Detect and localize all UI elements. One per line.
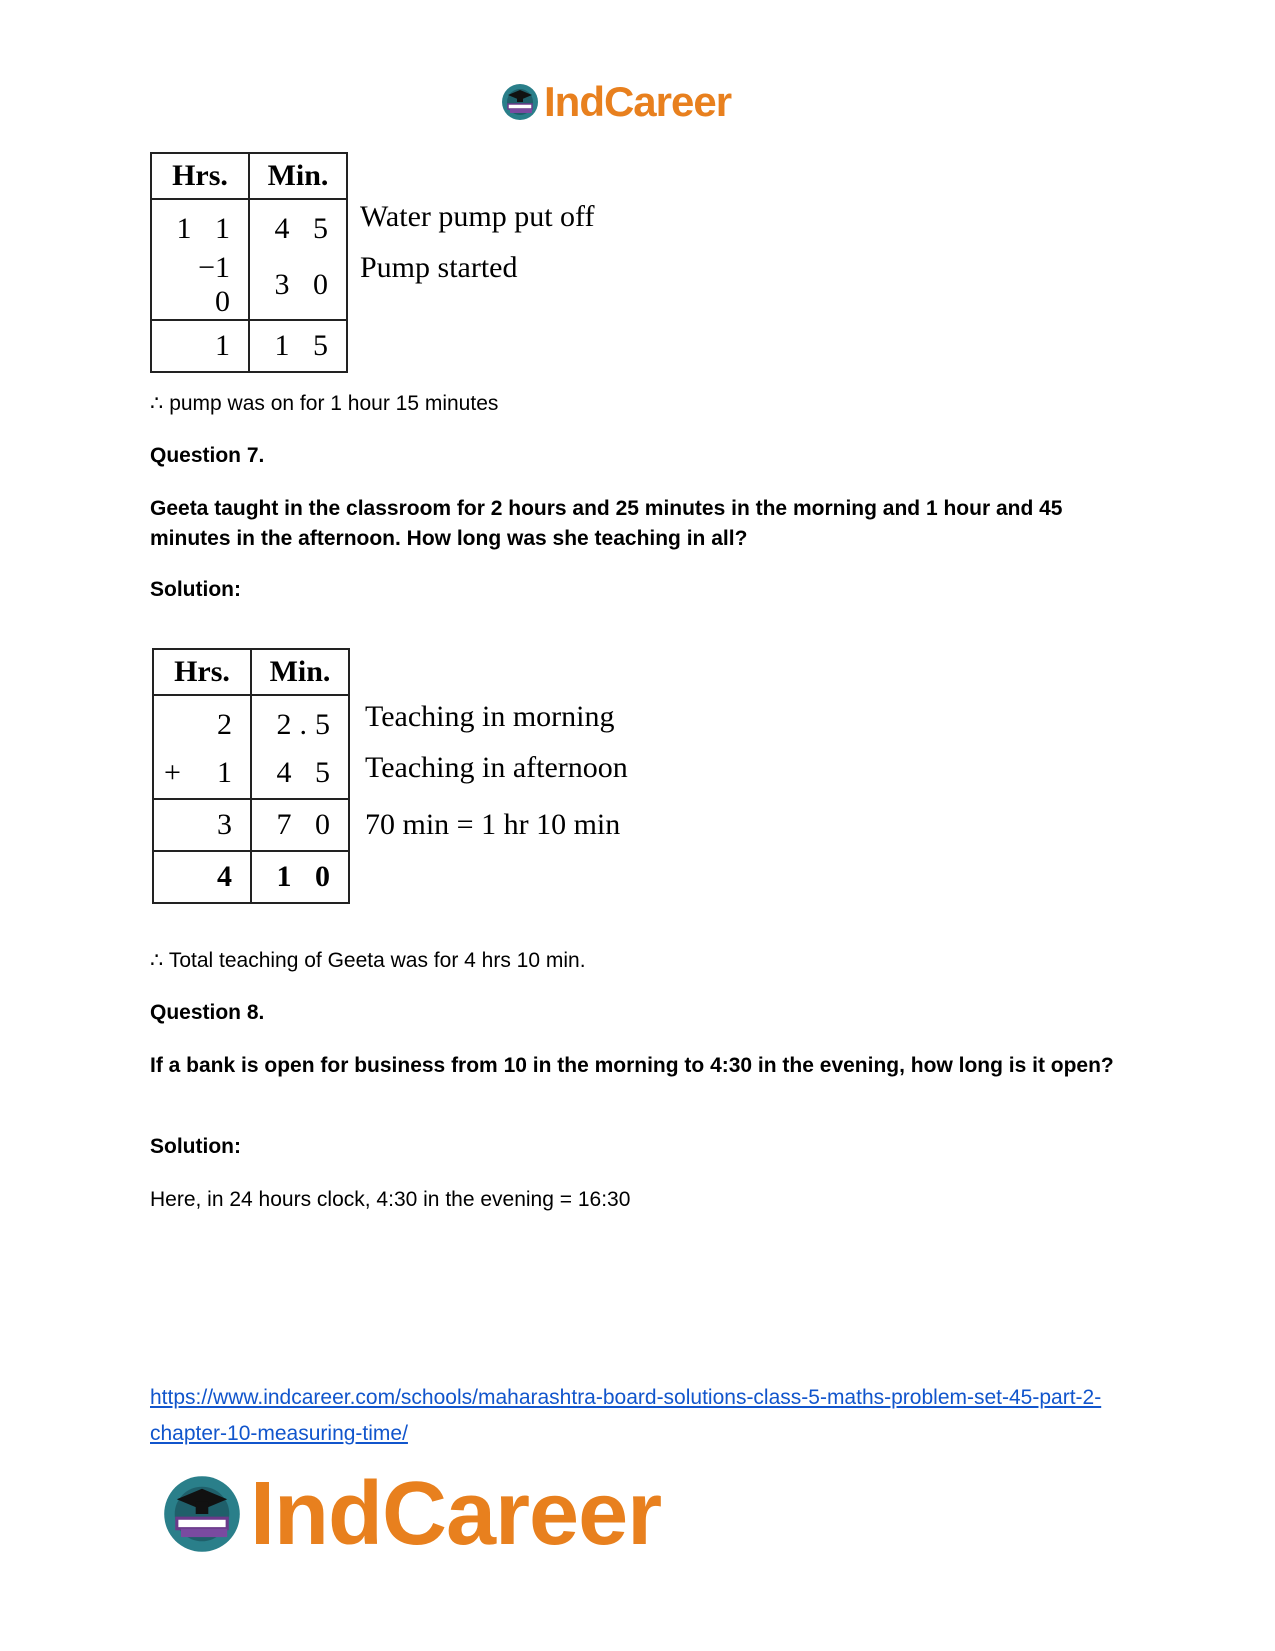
plus-sign: + bbox=[164, 755, 181, 789]
hrs-cell: 2 bbox=[153, 695, 251, 747]
header-logo bbox=[500, 80, 731, 124]
min-subtotal-cell: 7 0 bbox=[251, 799, 349, 851]
minus-sign: − bbox=[198, 251, 215, 284]
min-cell: 4 5 bbox=[251, 747, 349, 799]
question-7-label: Question 7. bbox=[150, 444, 265, 467]
row-note: Water pump put off bbox=[360, 200, 595, 233]
min-cell: 4 5 bbox=[249, 199, 347, 251]
solution-label: Solution: bbox=[150, 578, 241, 601]
graduation-cap-book-icon bbox=[500, 82, 540, 122]
min-result-cell: 1 0 bbox=[251, 851, 349, 903]
conversion-note: 70 min = 1 hr 10 min bbox=[365, 808, 621, 841]
source-link[interactable]: https://www.indcareer.com/schools/maharashtra-board-solutions-class-5-maths-problem-set-45-part-2-chapter-10-measuring-time/ bbox=[150, 1386, 1102, 1445]
logo-wordmark: IndCareer bbox=[544, 78, 732, 125]
min-header: Min. bbox=[249, 153, 347, 199]
hrs-cell: + 1 bbox=[153, 747, 251, 799]
hrs-cell: 1 1 bbox=[151, 199, 249, 251]
min-cell: 2.5 bbox=[251, 695, 349, 747]
min-header: Min. bbox=[251, 649, 349, 695]
row-note: Pump started bbox=[360, 251, 518, 284]
hrs-result-cell: 1 bbox=[151, 320, 249, 372]
hrs-result-cell: 4 bbox=[153, 851, 251, 903]
time-addition-table bbox=[152, 648, 350, 904]
hrs-cell: −1 0 bbox=[151, 251, 249, 320]
question-8-text: If a bank is open for business from 10 in the morning to 4:30 in the evening, how long is it open? bbox=[150, 1054, 1114, 1077]
row-note: Teaching in afternoon bbox=[365, 751, 628, 784]
logo-wordmark: IndCareer bbox=[250, 1464, 662, 1564]
hrs-subtotal-cell: 3 bbox=[153, 799, 251, 851]
solution-line: Here, in 24 hours clock, 4:30 in the evening = 16:30 bbox=[150, 1188, 631, 1211]
hrs-header: Hrs. bbox=[153, 649, 251, 695]
footer-logo bbox=[160, 1464, 662, 1564]
graduation-cap-book-icon bbox=[160, 1472, 244, 1556]
answer-line: ∴ Total teaching of Geeta was for 4 hrs 10 min. bbox=[150, 949, 586, 972]
min-result-cell: 1 5 bbox=[249, 320, 347, 372]
question-7-text: Geeta taught in the classroom for 2 hours and 25 minutes in the morning and 1 hour and 45 minutes in the afternoon. How long was she teaching in all? bbox=[150, 497, 1063, 550]
hrs-header: Hrs. bbox=[151, 153, 249, 199]
row-note: Teaching in morning bbox=[365, 700, 615, 733]
min-cell: 3 0 bbox=[249, 251, 347, 320]
solution-label: Solution: bbox=[150, 1135, 241, 1158]
question-8-label: Question 8. bbox=[150, 1001, 265, 1024]
time-subtraction-table bbox=[150, 152, 348, 373]
answer-line: ∴ pump was on for 1 hour 15 minutes bbox=[150, 392, 499, 415]
